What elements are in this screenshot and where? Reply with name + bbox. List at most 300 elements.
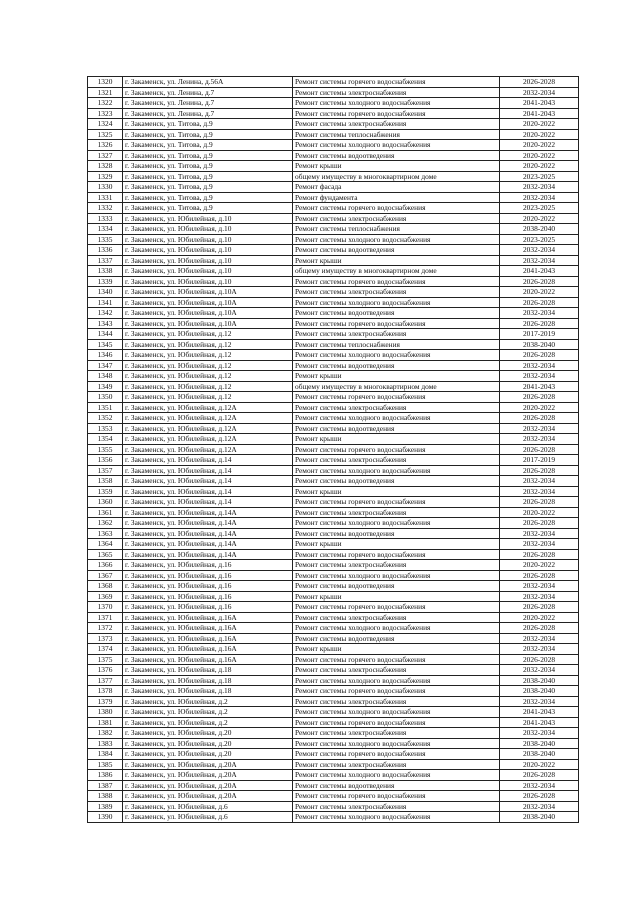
- work-type-cell: Ремонт системы холодного водоснабжения: [293, 738, 500, 749]
- table-row: [88, 486, 579, 497]
- table-row: [88, 570, 579, 581]
- row-number: 1370: [88, 602, 123, 613]
- period-cell: 2032-2034: [500, 371, 579, 382]
- work-type-cell: Ремонт системы электроснабжения: [293, 213, 500, 224]
- table-row: [88, 413, 579, 424]
- row-number: 1345: [88, 339, 123, 350]
- work-type-cell: Ремонт системы электроснабжения: [293, 560, 500, 571]
- work-type-cell: Ремонт системы холодного водоснабжения: [293, 675, 500, 686]
- row-number: 1369: [88, 591, 123, 602]
- period-cell: 2020-2022: [500, 140, 579, 151]
- table-row: [88, 339, 579, 350]
- table-row: [88, 140, 579, 151]
- work-type-cell: Ремонт системы холодного водоснабжения: [293, 770, 500, 781]
- address-cell: г. Закаменск, ул. Юбилейная, д.14: [123, 497, 293, 508]
- work-type-cell: Ремонт системы водоотведения: [293, 528, 500, 539]
- work-type-cell: Ремонт системы горячего водоснабжения: [293, 749, 500, 760]
- work-type-cell: Ремонт системы электроснабжения: [293, 759, 500, 770]
- table-row: [88, 297, 579, 308]
- row-number: 1362: [88, 518, 123, 529]
- work-type-cell: Ремонт системы водоотведения: [293, 245, 500, 256]
- address-cell: г. Закаменск, ул. Титова, д.9: [123, 203, 293, 214]
- table-row: [88, 675, 579, 686]
- period-cell: 2026-2028: [500, 77, 579, 88]
- period-cell: 2032-2034: [500, 192, 579, 203]
- work-type-cell: Ремонт системы горячего водоснабжения: [293, 444, 500, 455]
- period-cell: 2026-2028: [500, 654, 579, 665]
- address-cell: г. Закаменск, ул. Титова, д.9: [123, 140, 293, 151]
- period-cell: 2026-2028: [500, 623, 579, 634]
- address-cell: г. Закаменск, ул. Юбилейная, д.12А: [123, 413, 293, 424]
- address-cell: г. Закаменск, ул. Юбилейная, д.18: [123, 675, 293, 686]
- row-number: 1371: [88, 612, 123, 623]
- row-number: 1383: [88, 738, 123, 749]
- address-cell: г. Закаменск, ул. Юбилейная, д.12: [123, 371, 293, 382]
- table-row: [88, 77, 579, 88]
- work-type-cell: общему имуществу в многоквартирном доме: [293, 381, 500, 392]
- period-cell: 2026-2028: [500, 318, 579, 329]
- work-type-cell: Ремонт системы горячего водоснабжения: [293, 77, 500, 88]
- table-row: [88, 98, 579, 109]
- row-number: 1388: [88, 791, 123, 802]
- table-row: [88, 245, 579, 256]
- table-row: [88, 255, 579, 266]
- period-cell: 2026-2028: [500, 465, 579, 476]
- table-row: [88, 780, 579, 791]
- address-cell: г. Закаменск, ул. Юбилейная, д.10: [123, 245, 293, 256]
- table-row: [88, 801, 579, 812]
- period-cell: 2026-2028: [500, 570, 579, 581]
- period-cell: 2032-2034: [500, 486, 579, 497]
- address-cell: г. Закаменск, ул. Юбилейная, д.14: [123, 465, 293, 476]
- table-row: [88, 665, 579, 676]
- address-cell: г. Закаменск, ул. Юбилейная, д.10: [123, 266, 293, 277]
- work-type-cell: Ремонт системы холодного водоснабжения: [293, 350, 500, 361]
- table-row: [88, 329, 579, 340]
- table-row: [88, 455, 579, 466]
- period-cell: 2032-2034: [500, 528, 579, 539]
- address-cell: г. Закаменск, ул. Юбилейная, д.10А: [123, 297, 293, 308]
- table-row: [88, 528, 579, 539]
- work-type-cell: Ремонт системы водоотведения: [293, 581, 500, 592]
- address-cell: г. Закаменск, ул. Юбилейная, д.12: [123, 339, 293, 350]
- address-cell: г. Закаменск, ул. Юбилейная, д.12А: [123, 444, 293, 455]
- period-cell: 2032-2034: [500, 696, 579, 707]
- address-cell: г. Закаменск, ул. Юбилейная, д.2: [123, 717, 293, 728]
- period-cell: 2023-2025: [500, 234, 579, 245]
- table-row: [88, 108, 579, 119]
- address-cell: г. Закаменск, ул. Юбилейная, д.14А: [123, 518, 293, 529]
- period-cell: 2041-2043: [500, 98, 579, 109]
- row-number: 1333: [88, 213, 123, 224]
- address-cell: г. Закаменск, ул. Юбилейная, д.16: [123, 581, 293, 592]
- period-cell: 2038-2040: [500, 675, 579, 686]
- address-cell: г. Закаменск, ул. Юбилейная, д.14А: [123, 549, 293, 560]
- period-cell: 2041-2043: [500, 707, 579, 718]
- work-type-cell: Ремонт системы электроснабжения: [293, 119, 500, 130]
- row-number: 1350: [88, 392, 123, 403]
- work-type-cell: Ремонт системы горячего водоснабжения: [293, 392, 500, 403]
- period-cell: 2026-2028: [500, 549, 579, 560]
- work-type-cell: Ремонт системы холодного водоснабжения: [293, 98, 500, 109]
- row-number: 1352: [88, 413, 123, 424]
- address-cell: г. Закаменск, ул. Юбилейная, д.16: [123, 560, 293, 571]
- table-row: [88, 192, 579, 203]
- period-cell: 2038-2040: [500, 339, 579, 350]
- row-number: 1357: [88, 465, 123, 476]
- row-number: 1365: [88, 549, 123, 560]
- work-type-cell: Ремонт системы холодного водоснабжения: [293, 518, 500, 529]
- period-cell: 2026-2028: [500, 518, 579, 529]
- table-row: [88, 161, 579, 172]
- row-number: 1335: [88, 234, 123, 245]
- period-cell: 2020-2022: [500, 612, 579, 623]
- table-row: [88, 728, 579, 739]
- work-type-cell: Ремонт системы электроснабжения: [293, 455, 500, 466]
- row-number: 1355: [88, 444, 123, 455]
- row-number: 1366: [88, 560, 123, 571]
- row-number: 1342: [88, 308, 123, 319]
- period-cell: 2026-2028: [500, 770, 579, 781]
- row-number: 1386: [88, 770, 123, 781]
- address-cell: г. Закаменск, ул. Юбилейная, д.10: [123, 224, 293, 235]
- period-cell: 2032-2034: [500, 360, 579, 371]
- address-cell: г. Закаменск, ул. Юбилейная, д.16А: [123, 654, 293, 665]
- table-row: [88, 812, 579, 823]
- row-number: 1389: [88, 801, 123, 812]
- work-type-cell: Ремонт системы горячего водоснабжения: [293, 276, 500, 287]
- work-type-cell: Ремонт системы водоотведения: [293, 360, 500, 371]
- period-cell: 2026-2028: [500, 444, 579, 455]
- row-number: 1381: [88, 717, 123, 728]
- row-number: 1328: [88, 161, 123, 172]
- table-row: [88, 686, 579, 697]
- row-number: 1349: [88, 381, 123, 392]
- address-cell: г. Закаменск, ул. Юбилейная, д.12: [123, 329, 293, 340]
- table-row: [88, 276, 579, 287]
- address-cell: г. Закаменск, ул. Юбилейная, д.12А: [123, 423, 293, 434]
- table-row: [88, 129, 579, 140]
- period-cell: 2020-2022: [500, 119, 579, 130]
- period-cell: 2032-2034: [500, 591, 579, 602]
- row-number: 1387: [88, 780, 123, 791]
- address-cell: г. Закаменск, ул. Титова, д.9: [123, 161, 293, 172]
- period-cell: 2032-2034: [500, 780, 579, 791]
- period-cell: 2041-2043: [500, 108, 579, 119]
- work-type-cell: Ремонт фасада: [293, 182, 500, 193]
- work-type-cell: Ремонт системы холодного водоснабжения: [293, 234, 500, 245]
- address-cell: г. Закаменск, ул. Юбилейная, д.16А: [123, 633, 293, 644]
- table-row: [88, 507, 579, 518]
- work-type-cell: Ремонт системы горячего водоснабжения: [293, 203, 500, 214]
- row-number: 1367: [88, 570, 123, 581]
- table-row: [88, 560, 579, 571]
- period-cell: 2023-2025: [500, 203, 579, 214]
- work-type-cell: Ремонт системы теплоснабжения: [293, 129, 500, 140]
- row-number: 1327: [88, 150, 123, 161]
- work-type-cell: Ремонт системы горячего водоснабжения: [293, 717, 500, 728]
- address-cell: г. Закаменск, ул. Юбилейная, д.14А: [123, 528, 293, 539]
- table-row: [88, 591, 579, 602]
- address-cell: г. Закаменск, ул. Юбилейная, д.14А: [123, 507, 293, 518]
- address-cell: г. Закаменск, ул. Юбилейная, д.12: [123, 350, 293, 361]
- address-cell: г. Закаменск, ул. Юбилейная, д.10: [123, 213, 293, 224]
- table-row: [88, 203, 579, 214]
- period-cell: 2032-2034: [500, 728, 579, 739]
- work-type-cell: Ремонт системы горячего водоснабжения: [293, 497, 500, 508]
- row-number: 1360: [88, 497, 123, 508]
- address-cell: г. Закаменск, ул. Юбилейная, д.20: [123, 749, 293, 760]
- address-cell: г. Закаменск, ул. Титова, д.9: [123, 171, 293, 182]
- row-number: 1339: [88, 276, 123, 287]
- address-cell: г. Закаменск, ул. Юбилейная, д.20: [123, 738, 293, 749]
- work-type-cell: общему имуществу в многоквартирном доме: [293, 266, 500, 277]
- table-row: [88, 224, 579, 235]
- period-cell: 2020-2022: [500, 213, 579, 224]
- address-cell: г. Закаменск, ул. Юбилейная, д.14: [123, 486, 293, 497]
- table-row: [88, 633, 579, 644]
- table-row: [88, 696, 579, 707]
- table-row: [88, 266, 579, 277]
- row-number: 1375: [88, 654, 123, 665]
- address-cell: г. Закаменск, ул. Юбилейная, д.12: [123, 392, 293, 403]
- period-cell: 2038-2040: [500, 749, 579, 760]
- address-cell: г. Закаменск, ул. Титова, д.9: [123, 192, 293, 203]
- table-row: [88, 444, 579, 455]
- address-cell: г. Закаменск, ул. Юбилейная, д.20А: [123, 780, 293, 791]
- period-cell: 2020-2022: [500, 150, 579, 161]
- row-number: 1380: [88, 707, 123, 718]
- table-row: [88, 360, 579, 371]
- table-row: [88, 287, 579, 298]
- table-row: [88, 644, 579, 655]
- work-type-cell: Ремонт системы электроснабжения: [293, 402, 500, 413]
- work-type-cell: Ремонт системы электроснабжения: [293, 287, 500, 298]
- period-cell: 2020-2022: [500, 402, 579, 413]
- work-type-cell: Ремонт системы водоотведения: [293, 423, 500, 434]
- address-cell: г. Закаменск, ул. Юбилейная, д.20А: [123, 770, 293, 781]
- repair-schedule-table: [87, 76, 579, 823]
- table-row: [88, 518, 579, 529]
- table-row: [88, 791, 579, 802]
- address-cell: г. Закаменск, ул. Ленина, д.7: [123, 98, 293, 109]
- address-cell: г. Закаменск, ул. Юбилейная, д.10: [123, 276, 293, 287]
- row-number: 1343: [88, 318, 123, 329]
- work-type-cell: Ремонт системы электроснабжения: [293, 329, 500, 340]
- row-number: 1376: [88, 665, 123, 676]
- address-cell: г. Закаменск, ул. Юбилейная, д.10А: [123, 308, 293, 319]
- work-type-cell: Ремонт системы водоотведения: [293, 780, 500, 791]
- row-number: 1390: [88, 812, 123, 823]
- address-cell: г. Закаменск, ул. Юбилейная, д.2: [123, 696, 293, 707]
- table-row: [88, 392, 579, 403]
- address-cell: г. Закаменск, ул. Ленина, д.56А: [123, 77, 293, 88]
- address-cell: г. Закаменск, ул. Юбилейная, д.20А: [123, 759, 293, 770]
- work-type-cell: Ремонт системы водоотведения: [293, 150, 500, 161]
- period-cell: 2026-2028: [500, 297, 579, 308]
- work-type-cell: Ремонт системы электроснабжения: [293, 612, 500, 623]
- period-cell: 2038-2040: [500, 686, 579, 697]
- row-number: 1330: [88, 182, 123, 193]
- work-type-cell: Ремонт системы холодного водоснабжения: [293, 413, 500, 424]
- row-number: 1324: [88, 119, 123, 130]
- period-cell: 2032-2034: [500, 87, 579, 98]
- address-cell: г. Закаменск, ул. Титова, д.9: [123, 119, 293, 130]
- table-row: [88, 434, 579, 445]
- table-row: [88, 770, 579, 781]
- work-type-cell: Ремонт системы электроснабжения: [293, 728, 500, 739]
- period-cell: 2041-2043: [500, 266, 579, 277]
- address-cell: г. Закаменск, ул. Юбилейная, д.12А: [123, 402, 293, 413]
- period-cell: 2032-2034: [500, 423, 579, 434]
- address-cell: г. Закаменск, ул. Юбилейная, д.2: [123, 707, 293, 718]
- row-number: 1348: [88, 371, 123, 382]
- period-cell: 2026-2028: [500, 413, 579, 424]
- row-number: 1351: [88, 402, 123, 413]
- address-cell: г. Закаменск, ул. Юбилейная, д.20А: [123, 791, 293, 802]
- repair-schedule-page: [87, 76, 579, 823]
- period-cell: 2041-2043: [500, 381, 579, 392]
- table-row: [88, 497, 579, 508]
- row-number: 1332: [88, 203, 123, 214]
- work-type-cell: общему имуществу в многоквартирном доме: [293, 171, 500, 182]
- row-number: 1368: [88, 581, 123, 592]
- address-cell: г. Закаменск, ул. Юбилейная, д.10А: [123, 287, 293, 298]
- work-type-cell: Ремонт крыши: [293, 255, 500, 266]
- table-row: [88, 182, 579, 193]
- period-cell: 2020-2022: [500, 161, 579, 172]
- period-cell: 2020-2022: [500, 507, 579, 518]
- table-row: [88, 539, 579, 550]
- row-number: 1326: [88, 140, 123, 151]
- work-type-cell: Ремонт системы холодного водоснабжения: [293, 623, 500, 634]
- address-cell: г. Закаменск, ул. Юбилейная, д.16А: [123, 612, 293, 623]
- period-cell: 2032-2034: [500, 644, 579, 655]
- work-type-cell: Ремонт системы горячего водоснабжения: [293, 549, 500, 560]
- work-type-cell: Ремонт крыши: [293, 161, 500, 172]
- table-row: [88, 476, 579, 487]
- table-row: [88, 549, 579, 560]
- period-cell: 2026-2028: [500, 276, 579, 287]
- table-row: [88, 381, 579, 392]
- table-row: [88, 87, 579, 98]
- row-number: 1322: [88, 98, 123, 109]
- row-number: 1363: [88, 528, 123, 539]
- work-type-cell: Ремонт крыши: [293, 486, 500, 497]
- period-cell: 2020-2022: [500, 759, 579, 770]
- row-number: 1346: [88, 350, 123, 361]
- period-cell: 2032-2034: [500, 665, 579, 676]
- work-type-cell: Ремонт крыши: [293, 539, 500, 550]
- row-number: 1385: [88, 759, 123, 770]
- period-cell: 2041-2043: [500, 717, 579, 728]
- period-cell: 2023-2025: [500, 171, 579, 182]
- address-cell: г. Закаменск, ул. Юбилейная, д.14: [123, 455, 293, 466]
- work-type-cell: Ремонт системы холодного водоснабжения: [293, 465, 500, 476]
- address-cell: г. Закаменск, ул. Титова, д.9: [123, 129, 293, 140]
- address-cell: г. Закаменск, ул. Юбилейная, д.6: [123, 812, 293, 823]
- work-type-cell: Ремонт системы холодного водоснабжения: [293, 707, 500, 718]
- period-cell: 2032-2034: [500, 308, 579, 319]
- table-row: [88, 707, 579, 718]
- work-type-cell: Ремонт крыши: [293, 434, 500, 445]
- period-cell: 2032-2034: [500, 633, 579, 644]
- row-number: 1323: [88, 108, 123, 119]
- work-type-cell: Ремонт системы холодного водоснабжения: [293, 297, 500, 308]
- address-cell: г. Закаменск, ул. Юбилейная, д.12: [123, 360, 293, 371]
- address-cell: г. Закаменск, ул. Юбилейная, д.18: [123, 665, 293, 676]
- work-type-cell: Ремонт системы горячего водоснабжения: [293, 686, 500, 697]
- table-row: [88, 402, 579, 413]
- period-cell: 2017-2019: [500, 329, 579, 340]
- row-number: 1372: [88, 623, 123, 634]
- table-row: [88, 150, 579, 161]
- table-row: [88, 612, 579, 623]
- address-cell: г. Закаменск, ул. Юбилейная, д.12А: [123, 434, 293, 445]
- table-row: [88, 738, 579, 749]
- row-number: 1374: [88, 644, 123, 655]
- period-cell: 2032-2034: [500, 255, 579, 266]
- work-type-cell: Ремонт системы водоотведения: [293, 308, 500, 319]
- row-number: 1325: [88, 129, 123, 140]
- row-number: 1354: [88, 434, 123, 445]
- work-type-cell: Ремонт системы холодного водоснабжения: [293, 570, 500, 581]
- period-cell: 2032-2034: [500, 182, 579, 193]
- work-type-cell: Ремонт крыши: [293, 371, 500, 382]
- table-row: [88, 602, 579, 613]
- period-cell: 2032-2034: [500, 245, 579, 256]
- address-cell: г. Закаменск, ул. Юбилейная, д.14: [123, 476, 293, 487]
- table-row: [88, 308, 579, 319]
- table-row: [88, 171, 579, 182]
- work-type-cell: Ремонт фундамента: [293, 192, 500, 203]
- work-type-cell: Ремонт системы холодного водоснабжения: [293, 140, 500, 151]
- row-number: 1334: [88, 224, 123, 235]
- work-type-cell: Ремонт крыши: [293, 591, 500, 602]
- table-row: [88, 654, 579, 665]
- row-number: 1321: [88, 87, 123, 98]
- period-cell: 2032-2034: [500, 801, 579, 812]
- table-row: [88, 350, 579, 361]
- work-type-cell: Ремонт системы теплоснабжения: [293, 224, 500, 235]
- address-cell: г. Закаменск, ул. Ленина, д.7: [123, 87, 293, 98]
- row-number: 1356: [88, 455, 123, 466]
- period-cell: 2026-2028: [500, 392, 579, 403]
- row-number: 1358: [88, 476, 123, 487]
- address-cell: г. Закаменск, ул. Юбилейная, д.10: [123, 234, 293, 245]
- work-type-cell: Ремонт системы электроснабжения: [293, 507, 500, 518]
- row-number: 1373: [88, 633, 123, 644]
- address-cell: г. Закаменск, ул. Ленина, д.7: [123, 108, 293, 119]
- work-type-cell: Ремонт системы электроснабжения: [293, 87, 500, 98]
- work-type-cell: Ремонт системы горячего водоснабжения: [293, 602, 500, 613]
- address-cell: г. Закаменск, ул. Титова, д.9: [123, 182, 293, 193]
- period-cell: 2038-2040: [500, 812, 579, 823]
- work-type-cell: Ремонт крыши: [293, 644, 500, 655]
- table-row: [88, 623, 579, 634]
- address-cell: г. Закаменск, ул. Юбилейная, д.14А: [123, 539, 293, 550]
- row-number: 1341: [88, 297, 123, 308]
- table-row: [88, 759, 579, 770]
- work-type-cell: Ремонт системы холодного водоснабжения: [293, 812, 500, 823]
- work-type-cell: Ремонт системы теплоснабжения: [293, 339, 500, 350]
- table-row: [88, 717, 579, 728]
- period-cell: 2020-2022: [500, 129, 579, 140]
- period-cell: 2020-2022: [500, 287, 579, 298]
- address-cell: г. Закаменск, ул. Юбилейная, д.12: [123, 381, 293, 392]
- table-row: [88, 465, 579, 476]
- address-cell: г. Закаменск, ул. Юбилейная, д.18: [123, 686, 293, 697]
